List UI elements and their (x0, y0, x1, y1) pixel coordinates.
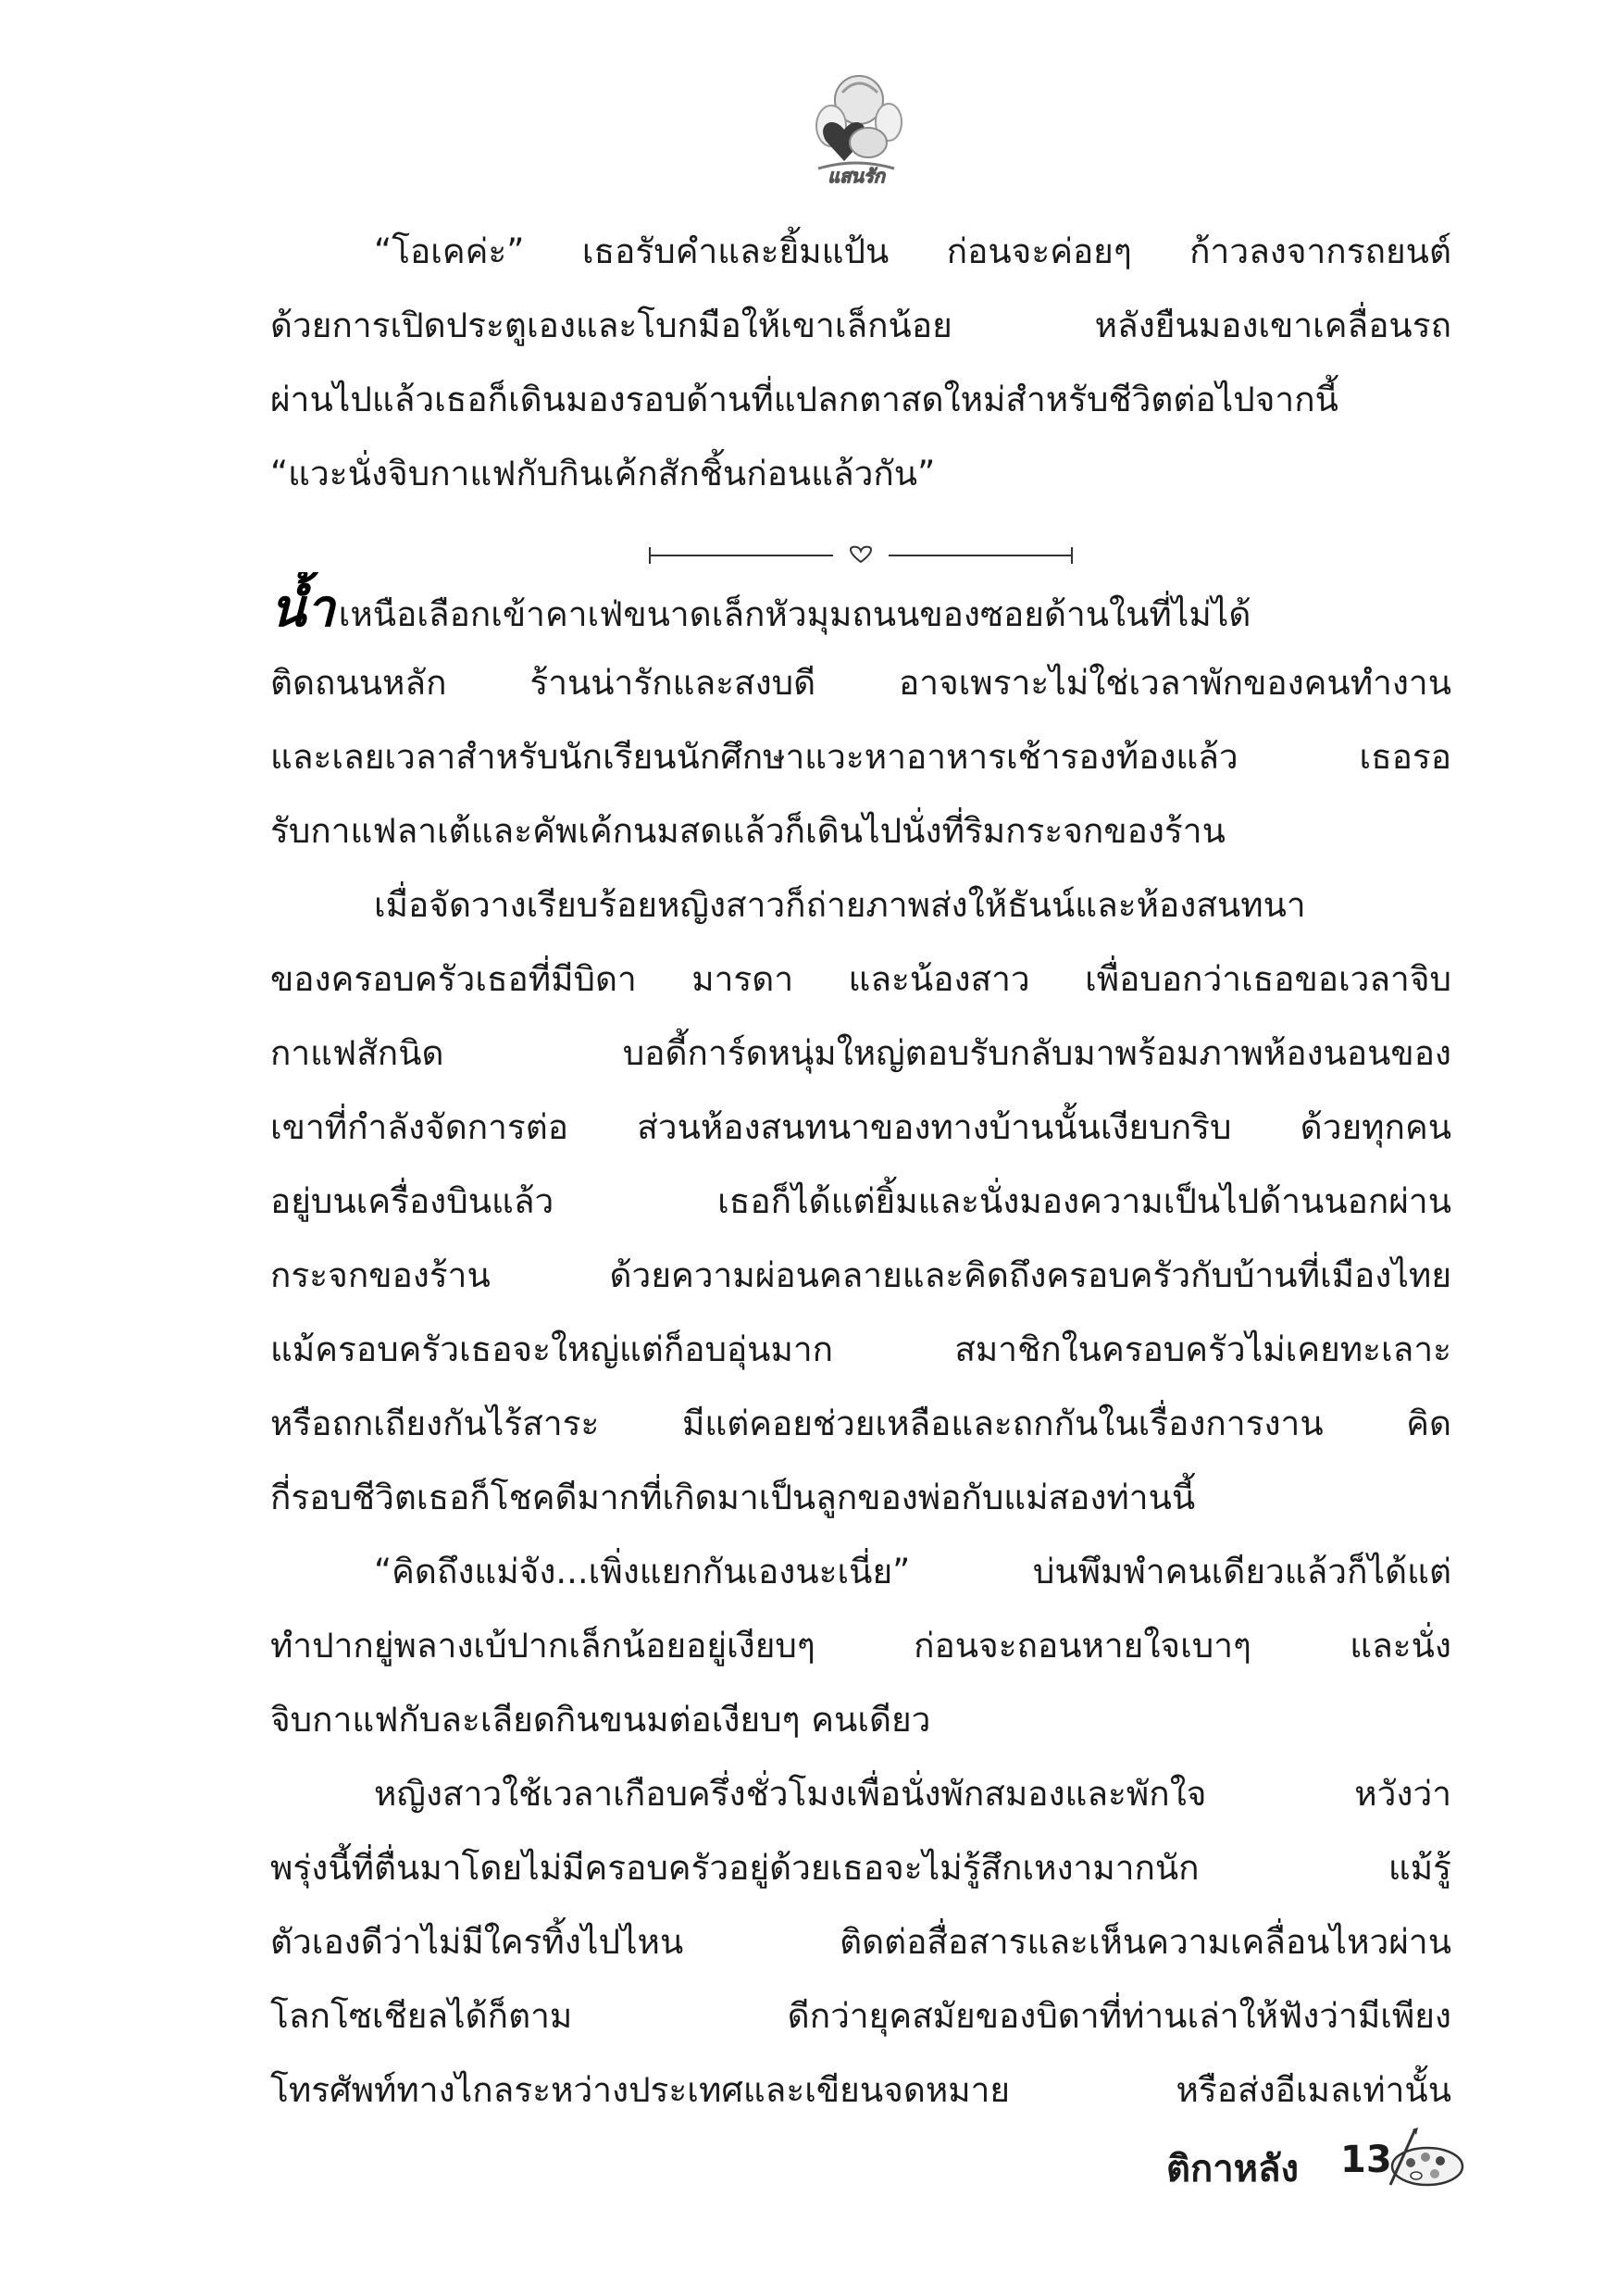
section-2-body (270, 572, 1451, 2128)
section-divider (648, 540, 1074, 568)
text-line: “คิดถึงแม่จัง...เพิ่งแยกกันเองนะเนี่ย” บ่นพึมพำคนเดียวแล้วก็ได้แต่ (374, 1552, 1451, 1591)
text-line: หรือถกเถียงกันไร้สาระ มีแต่คอยช่วยเหลือและถกกันในเรื่องการงาน คิด (270, 1404, 1451, 1443)
text-line: กาแฟสักนิด บอดี้การ์ดหนุ่มใหญ่ตอบรับกลับมาพร้อมภาพห้องนอนของ (270, 1033, 1451, 1073)
drop-cap-word: น้ำ (270, 579, 335, 639)
text-line: “แวะนั่งจิบกาแฟกับกินเค้กสักชิ้นก่อนแล้วกัน” (270, 454, 936, 493)
text-line: ผ่านไปแล้วเธอก็เดินมองรอบด้านที่แปลกตาสดใหม่สำหรับชีวิตต่อไปจากนี้ (270, 380, 1338, 419)
text-line: เมื่อจัดวางเรียบร้อยหญิงสาวก็ถ่ายภาพส่งให้ธันน์และห้องสนทนา (374, 885, 1306, 925)
text-line: และเลยเวลาสำหรับนักเรียนนักศึกษาแวะหาอาหารเช้ารองท้องแล้ว เธอรอ (270, 737, 1451, 777)
text-line: “โอเคค่ะ” เธอรับคำและยิ้มแป้น ก่อนจะค่อยๆ ก้าวลงจากรถยนต์ (374, 231, 1451, 271)
book-title: ติกาหลัง (1166, 2148, 1300, 2190)
text-line: ติดถนนหลัก ร้านน่ารักและสงบดี อาจเพราะไม่ใช่เวลาพักของคนทำงาน (270, 663, 1451, 703)
heart-icon (851, 547, 871, 562)
text-line: ตัวเองดีว่าไม่มีใครทิ้งไปไหน ติดต่อสื่อสารและเห็นความเคลื่อนไหวผ่าน (270, 1922, 1451, 1962)
text-line: เขาที่กำลังจัดการต่อ ส่วนห้องสนทนาของทางบ้านนั้นเงียบกริบ ด้วยทุกคน (270, 1107, 1451, 1147)
header-logo (805, 65, 907, 185)
text-line: หญิงสาวใช้เวลาเกือบครึ่งชั่วโมงเพื่อนั่งพักสมองและพักใจ หวังว่า (374, 1774, 1451, 1814)
text-line: รับกาแฟลาเต้และคัพเค้กนมสดแล้วก็เดินไปนั่งที่ริมกระจกของร้าน (270, 811, 1226, 851)
first-line (270, 572, 1451, 646)
text-line-rest: เหนือเลือกเข้าคาเฟ่ขนาดเล็กหัวมุมถนนของซอยด้านในที่ไม่ได้ (338, 594, 1251, 634)
text-line: ของครอบครัวเธอที่มีบิดา มารดา และน้องสาว เพื่อบอกว่าเธอขอเวลาจิบ (270, 959, 1451, 999)
text-line: กี่รอบชีวิตเธอก็โชคดีมากที่เกิดมาเป็นลูกของพ่อกับแม่สองท่านนี้ (270, 1478, 1196, 1517)
text-line: กระจกของร้าน ด้วยความผ่อนคลายและคิดถึงครอบครัวกับบ้านที่เมืองไทย (270, 1255, 1451, 1295)
paint-palette-icon (1381, 2126, 1466, 2190)
text-line: โลกโซเชียลได้ก็ตาม ดีกว่ายุคสมัยของบิดาที่ท่านเล่าให้ฟังว่ามีเพียง (270, 1996, 1451, 2036)
text-line: ทำปากยู่พลางเบ้ปากเล็กน้อยอยู่เงียบๆ ก่อนจะถอนหายใจเบาๆ และนั่ง (270, 1626, 1451, 1666)
page-number: 13 (1340, 2139, 1392, 2181)
section-1-paragraph (270, 215, 1451, 511)
text-line: จิบกาแฟกับละเลียดกินขนมต่อเงียบๆ คนเดียว (270, 1700, 931, 1740)
text-line: ด้วยการเปิดประตูเองและโบกมือให้เขาเล็กน้อย หลังยืนมองเขาเคลื่อนรถ (270, 306, 1451, 345)
text-line: พรุ่งนี้ที่ตื่นมาโดยไม่มีครอบครัวอยู่ด้วยเธอจะไม่รู้สึกเหงามากนัก แม้รู้ (270, 1848, 1451, 1888)
text-line: อยู่บนเครื่องบินแล้ว เธอก็ได้แต่ยิ้มและนั่งมองความเป็นไปด้านนอกผ่าน (270, 1181, 1451, 1221)
text-line: โทรศัพท์ทางไกลระหว่างประเทศและเขียนจดหมาย หรือส่งอีเมลเท่านั้น (270, 2070, 1451, 2110)
text-line: แม้ครอบครัวเธอจะใหญ่แต่ก็อบอุ่นมาก สมาชิกในครอบครัวไม่เคยทะเลาะ (270, 1329, 1451, 1369)
logo-text: แสนรัก (828, 165, 885, 187)
